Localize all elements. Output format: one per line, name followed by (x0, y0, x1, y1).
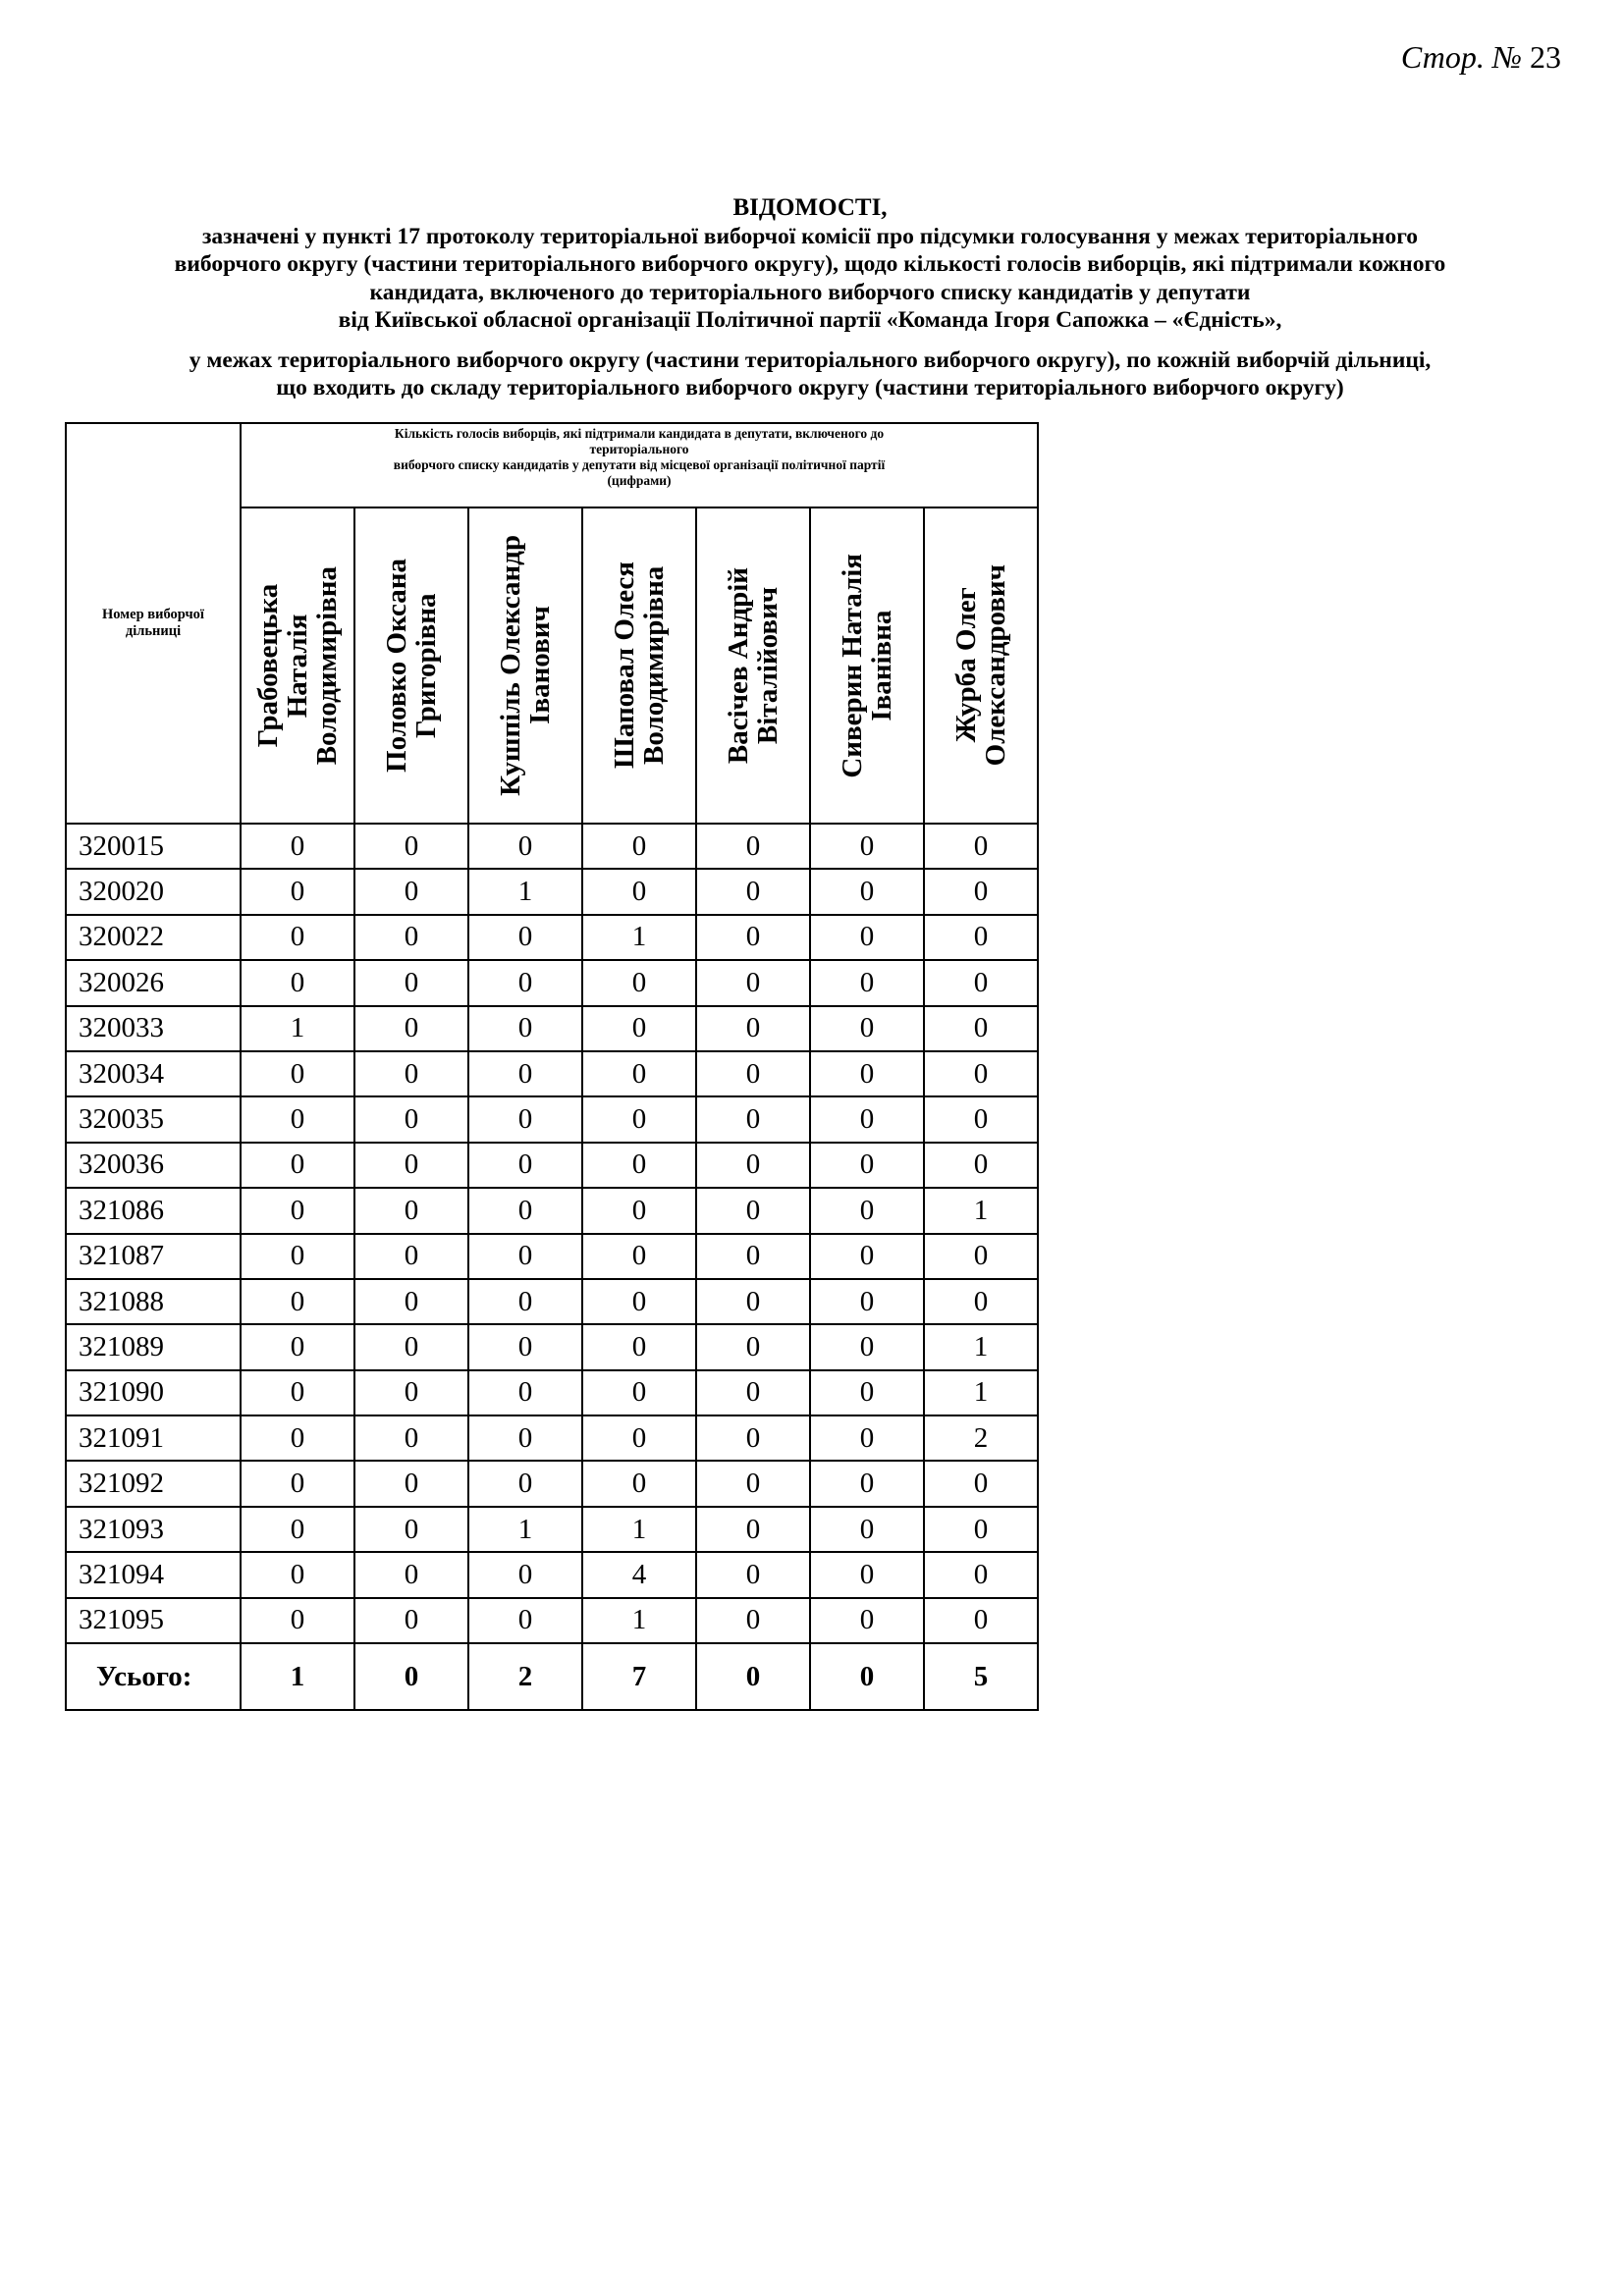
vote-count-cell: 0 (924, 869, 1038, 914)
vote-count-cell: 0 (810, 1051, 924, 1096)
table-row (66, 1234, 1038, 1279)
table-row (66, 1507, 1038, 1552)
vote-count-cell: 0 (582, 1461, 696, 1506)
vote-count-cell: 0 (354, 1507, 468, 1552)
total-vote-cell: 1 (241, 1643, 354, 1710)
vote-count-cell: 0 (582, 960, 696, 1005)
vote-count-cell: 0 (354, 1234, 468, 1279)
station-number-cell: 321087 (66, 1234, 241, 1279)
candidate-name (610, 561, 669, 769)
vote-count-cell: 0 (354, 1598, 468, 1643)
vote-count-cell: 0 (241, 1507, 354, 1552)
table-row (66, 960, 1038, 1005)
page-number (1401, 39, 1561, 76)
candidate-name (838, 554, 896, 778)
page-number-prefix: Стор. № (1400, 39, 1522, 75)
heading-line: що входить до складу територіального виборчого округу (частини територіального виборчого округу) (276, 375, 1344, 400)
vote-count-cell: 0 (241, 1461, 354, 1506)
vote-count-cell: 0 (354, 824, 468, 869)
page-number-value: 23 (1530, 39, 1561, 75)
vote-count-cell: 0 (241, 1598, 354, 1643)
vote-count-cell: 2 (924, 1415, 1038, 1461)
station-number-cell: 321086 (66, 1188, 241, 1233)
vote-count-cell: 0 (924, 1598, 1038, 1643)
candidate-name-line: Наталія (282, 614, 313, 718)
vote-count-cell: 0 (582, 1415, 696, 1461)
vote-count-cell: 0 (696, 1598, 810, 1643)
table-row (66, 1598, 1038, 1643)
vote-count-cell: 0 (696, 960, 810, 1005)
total-vote-cell: 0 (810, 1643, 924, 1710)
vote-count-cell: 0 (810, 1598, 924, 1643)
vote-count-cell: 0 (354, 1415, 468, 1461)
vote-count-cell: 0 (241, 1096, 354, 1142)
vote-count-cell: 0 (810, 1415, 924, 1461)
station-number-cell: 321093 (66, 1507, 241, 1552)
table-row (66, 1188, 1038, 1233)
vote-count-cell: 0 (582, 1324, 696, 1369)
candidate-name (382, 559, 441, 773)
total-vote-cell: 0 (696, 1643, 810, 1710)
vote-count-cell: 0 (582, 824, 696, 869)
candidate-name-line: Віталійович (752, 586, 784, 745)
table-row (66, 1006, 1038, 1051)
vote-count-cell: 0 (810, 1552, 924, 1597)
vote-count-cell: 0 (696, 1096, 810, 1142)
vote-count-cell: 1 (924, 1370, 1038, 1415)
vote-count-cell: 1 (582, 915, 696, 960)
vote-count-cell: 0 (241, 915, 354, 960)
station-number-cell: 320036 (66, 1143, 241, 1188)
vote-count-cell: 0 (696, 1234, 810, 1279)
station-number-cell: 321090 (66, 1370, 241, 1415)
candidate-name-line: Володимирівна (311, 565, 343, 766)
vote-count-cell: 0 (468, 1598, 582, 1643)
vote-count-cell: 0 (810, 1279, 924, 1324)
vote-count-cell: 0 (241, 1324, 354, 1369)
table-row (66, 1552, 1038, 1597)
station-number-cell: 320034 (66, 1051, 241, 1096)
vote-count-cell: 0 (468, 1096, 582, 1142)
candidate-name-line: Васічев Андрій (723, 566, 754, 765)
station-number-cell: 321092 (66, 1461, 241, 1506)
heading-line: кандидата, включеного до територіального виборчого списку кандидатів у депутати (369, 279, 1251, 305)
vote-count-cell: 0 (810, 824, 924, 869)
votes-group-header (241, 423, 1038, 507)
vote-count-cell: 0 (810, 1188, 924, 1233)
vote-count-cell: 0 (696, 1051, 810, 1096)
vote-count-cell: 0 (241, 1279, 354, 1324)
vote-count-cell: 0 (810, 1324, 924, 1369)
vote-count-cell: 0 (924, 1234, 1038, 1279)
vote-count-cell: 0 (468, 960, 582, 1005)
vote-count-cell: 0 (924, 1143, 1038, 1188)
vote-count-cell: 0 (354, 1552, 468, 1597)
vote-count-cell: 0 (354, 1279, 468, 1324)
vote-count-cell: 1 (582, 1598, 696, 1643)
candidate-name-line: Григорівна (410, 593, 442, 738)
vote-count-cell: 0 (696, 1279, 810, 1324)
candidate-name (253, 566, 342, 765)
vote-count-cell: 0 (696, 1324, 810, 1369)
vote-count-cell: 0 (241, 824, 354, 869)
vote-count-cell: 0 (696, 1461, 810, 1506)
vote-count-cell: 0 (924, 1552, 1038, 1597)
vote-count-cell: 0 (582, 869, 696, 914)
station-number-cell: 320015 (66, 824, 241, 869)
vote-count-cell: 1 (241, 1006, 354, 1051)
candidate-name-line: Кушпіль Олександр (495, 535, 526, 796)
document-heading (108, 194, 1512, 402)
group-header-line: територіального (589, 442, 689, 456)
table-row (66, 824, 1038, 869)
station-number-cell: 320035 (66, 1096, 241, 1142)
vote-count-cell: 0 (696, 1507, 810, 1552)
station-header-line: дільниці (125, 623, 182, 639)
candidate-name-line: Журба Олег (950, 587, 982, 744)
candidate-name-line: Шаповал Олеся (609, 561, 640, 770)
vote-count-cell: 0 (468, 1461, 582, 1506)
candidate-header (924, 507, 1038, 824)
table-row (66, 1051, 1038, 1096)
candidate-header (354, 507, 468, 824)
table-row (66, 1370, 1038, 1415)
vote-count-cell: 0 (810, 1006, 924, 1051)
vote-count-cell: 0 (241, 1051, 354, 1096)
vote-count-cell: 0 (810, 1143, 924, 1188)
vote-count-cell: 0 (468, 1006, 582, 1051)
candidate-name-line: Грабовецька (252, 583, 284, 748)
vote-count-cell: 0 (241, 1370, 354, 1415)
vote-count-cell: 0 (354, 1324, 468, 1369)
votes-body (66, 824, 1038, 1710)
station-number-cell: 320033 (66, 1006, 241, 1051)
vote-count-cell: 0 (241, 1234, 354, 1279)
vote-count-cell: 0 (924, 915, 1038, 960)
heading-line: зазначені у пункті 17 протоколу територіальної виборчої комісії про підсумки голосування у межах територіального (201, 223, 1419, 249)
vote-count-cell: 0 (354, 869, 468, 914)
vote-count-cell: 0 (924, 1006, 1038, 1051)
station-number-header (66, 423, 241, 824)
table-row (66, 869, 1038, 914)
vote-count-cell: 0 (241, 1143, 354, 1188)
vote-count-cell: 0 (810, 1096, 924, 1142)
vote-count-cell: 0 (810, 960, 924, 1005)
vote-count-cell: 0 (810, 1507, 924, 1552)
table-row (66, 1279, 1038, 1324)
vote-count-cell: 0 (468, 1370, 582, 1415)
vote-count-cell: 0 (354, 1461, 468, 1506)
vote-count-cell: 0 (468, 824, 582, 869)
vote-count-cell: 0 (924, 960, 1038, 1005)
vote-count-cell: 1 (924, 1188, 1038, 1233)
candidate-name-line: Володимирівна (638, 565, 670, 766)
vote-count-cell: 0 (468, 915, 582, 960)
station-number-cell: 321091 (66, 1415, 241, 1461)
candidate-name (724, 567, 783, 764)
vote-count-cell: 0 (241, 1552, 354, 1597)
vote-count-cell: 0 (924, 1096, 1038, 1142)
total-row (66, 1643, 1038, 1710)
candidate-header (582, 507, 696, 824)
station-number-cell: 320022 (66, 915, 241, 960)
station-number-cell: 321094 (66, 1552, 241, 1597)
vote-count-cell: 0 (810, 915, 924, 960)
candidate-header (696, 507, 810, 824)
votes-table (65, 422, 1039, 1711)
vote-count-cell: 0 (810, 1461, 924, 1506)
vote-count-cell: 1 (582, 1507, 696, 1552)
heading-lines-2 (108, 347, 1512, 402)
station-number-cell: 321088 (66, 1279, 241, 1324)
total-vote-cell: 7 (582, 1643, 696, 1710)
vote-count-cell: 0 (696, 1552, 810, 1597)
vote-count-cell: 0 (810, 1234, 924, 1279)
vote-count-cell: 0 (354, 960, 468, 1005)
vote-count-cell: 4 (582, 1552, 696, 1597)
total-vote-cell: 5 (924, 1643, 1038, 1710)
vote-count-cell: 0 (468, 1279, 582, 1324)
vote-count-cell: 1 (468, 869, 582, 914)
table-row (66, 1143, 1038, 1188)
vote-count-cell: 0 (810, 1370, 924, 1415)
vote-count-cell: 0 (354, 915, 468, 960)
vote-count-cell: 0 (582, 1143, 696, 1188)
candidate-header (468, 507, 582, 824)
total-vote-cell: 0 (354, 1643, 468, 1710)
vote-count-cell: 0 (354, 1006, 468, 1051)
station-header-line: Номер виборчої (102, 607, 204, 622)
vote-count-cell: 0 (582, 1279, 696, 1324)
vote-count-cell: 0 (354, 1143, 468, 1188)
total-label-cell: Усього: (66, 1643, 241, 1710)
group-header-line: Кількість голосів виборців, які підтримали кандидата в депутати, включеного до (394, 426, 885, 441)
heading-line: виборчого округу (частини територіального виборчого округу), щодо кількості голосів виборців, які підтримали кожного (174, 251, 1446, 277)
vote-count-cell: 0 (354, 1188, 468, 1233)
total-vote-cell: 2 (468, 1643, 582, 1710)
table-row (66, 915, 1038, 960)
vote-count-cell: 0 (468, 1415, 582, 1461)
vote-count-cell: 0 (924, 824, 1038, 869)
vote-count-cell: 0 (241, 1188, 354, 1233)
vote-count-cell: 0 (241, 960, 354, 1005)
candidate-name-line: Іванович (524, 606, 556, 725)
vote-count-cell: 0 (354, 1370, 468, 1415)
vote-count-cell: 1 (468, 1507, 582, 1552)
vote-count-cell: 0 (468, 1552, 582, 1597)
vote-count-cell: 0 (354, 1051, 468, 1096)
table-row (66, 1096, 1038, 1142)
vote-count-cell: 0 (582, 1234, 696, 1279)
vote-count-cell: 0 (696, 1006, 810, 1051)
vote-count-cell: 0 (468, 1234, 582, 1279)
candidate-name (496, 535, 555, 796)
vote-count-cell: 0 (241, 869, 354, 914)
heading-lines (108, 223, 1512, 335)
heading-line: у межах територіального виборчого округу (частини територіального виборчого округу), по кожній виборчій дільниці, (189, 347, 1432, 373)
group-header-line: (цифрами) (607, 473, 672, 488)
candidate-name-line: Половко Оксана (381, 559, 412, 773)
vote-count-cell: 0 (696, 1370, 810, 1415)
station-number-cell: 321095 (66, 1598, 241, 1643)
heading-line: від Київської обласної організації Політичної партії «Команда Ігоря Сапожка – «Єдність», (338, 307, 1282, 333)
vote-count-cell: 0 (582, 1051, 696, 1096)
vote-count-cell: 0 (924, 1279, 1038, 1324)
vote-count-cell: 0 (696, 1143, 810, 1188)
vote-count-cell: 0 (468, 1188, 582, 1233)
vote-count-cell: 0 (924, 1461, 1038, 1506)
candidate-name-line: Іванівна (866, 610, 897, 721)
vote-count-cell: 0 (468, 1051, 582, 1096)
vote-count-cell: 0 (696, 824, 810, 869)
vote-count-cell: 0 (924, 1051, 1038, 1096)
vote-count-cell: 1 (924, 1324, 1038, 1369)
vote-count-cell: 0 (924, 1507, 1038, 1552)
vote-count-cell: 0 (582, 1188, 696, 1233)
document-title: ВІДОМОСТІ, (732, 194, 888, 221)
vote-count-cell: 0 (582, 1096, 696, 1142)
table-row (66, 1324, 1038, 1369)
vote-count-cell: 0 (696, 1188, 810, 1233)
vote-count-cell: 0 (696, 1415, 810, 1461)
vote-count-cell: 0 (810, 869, 924, 914)
candidate-name-line: Сиверин Наталія (837, 553, 868, 778)
vote-count-cell: 0 (241, 1415, 354, 1461)
vote-count-cell: 0 (582, 1006, 696, 1051)
vote-count-cell: 0 (696, 869, 810, 914)
table-row (66, 1461, 1038, 1506)
group-header-line: виборчого списку кандидатів у депутати від місцевої організації політичної партії (393, 457, 886, 472)
vote-count-cell: 0 (582, 1370, 696, 1415)
vote-count-cell: 0 (696, 915, 810, 960)
table-row (66, 1415, 1038, 1461)
candidate-name (951, 564, 1010, 766)
vote-count-cell: 0 (468, 1324, 582, 1369)
station-number-cell: 320020 (66, 869, 241, 914)
candidate-header (241, 507, 354, 824)
station-number-cell: 321089 (66, 1324, 241, 1369)
candidate-header (810, 507, 924, 824)
station-number-cell: 320026 (66, 960, 241, 1005)
vote-count-cell: 0 (354, 1096, 468, 1142)
vote-count-cell: 0 (468, 1143, 582, 1188)
candidate-name-line: Олександрович (980, 564, 1011, 767)
